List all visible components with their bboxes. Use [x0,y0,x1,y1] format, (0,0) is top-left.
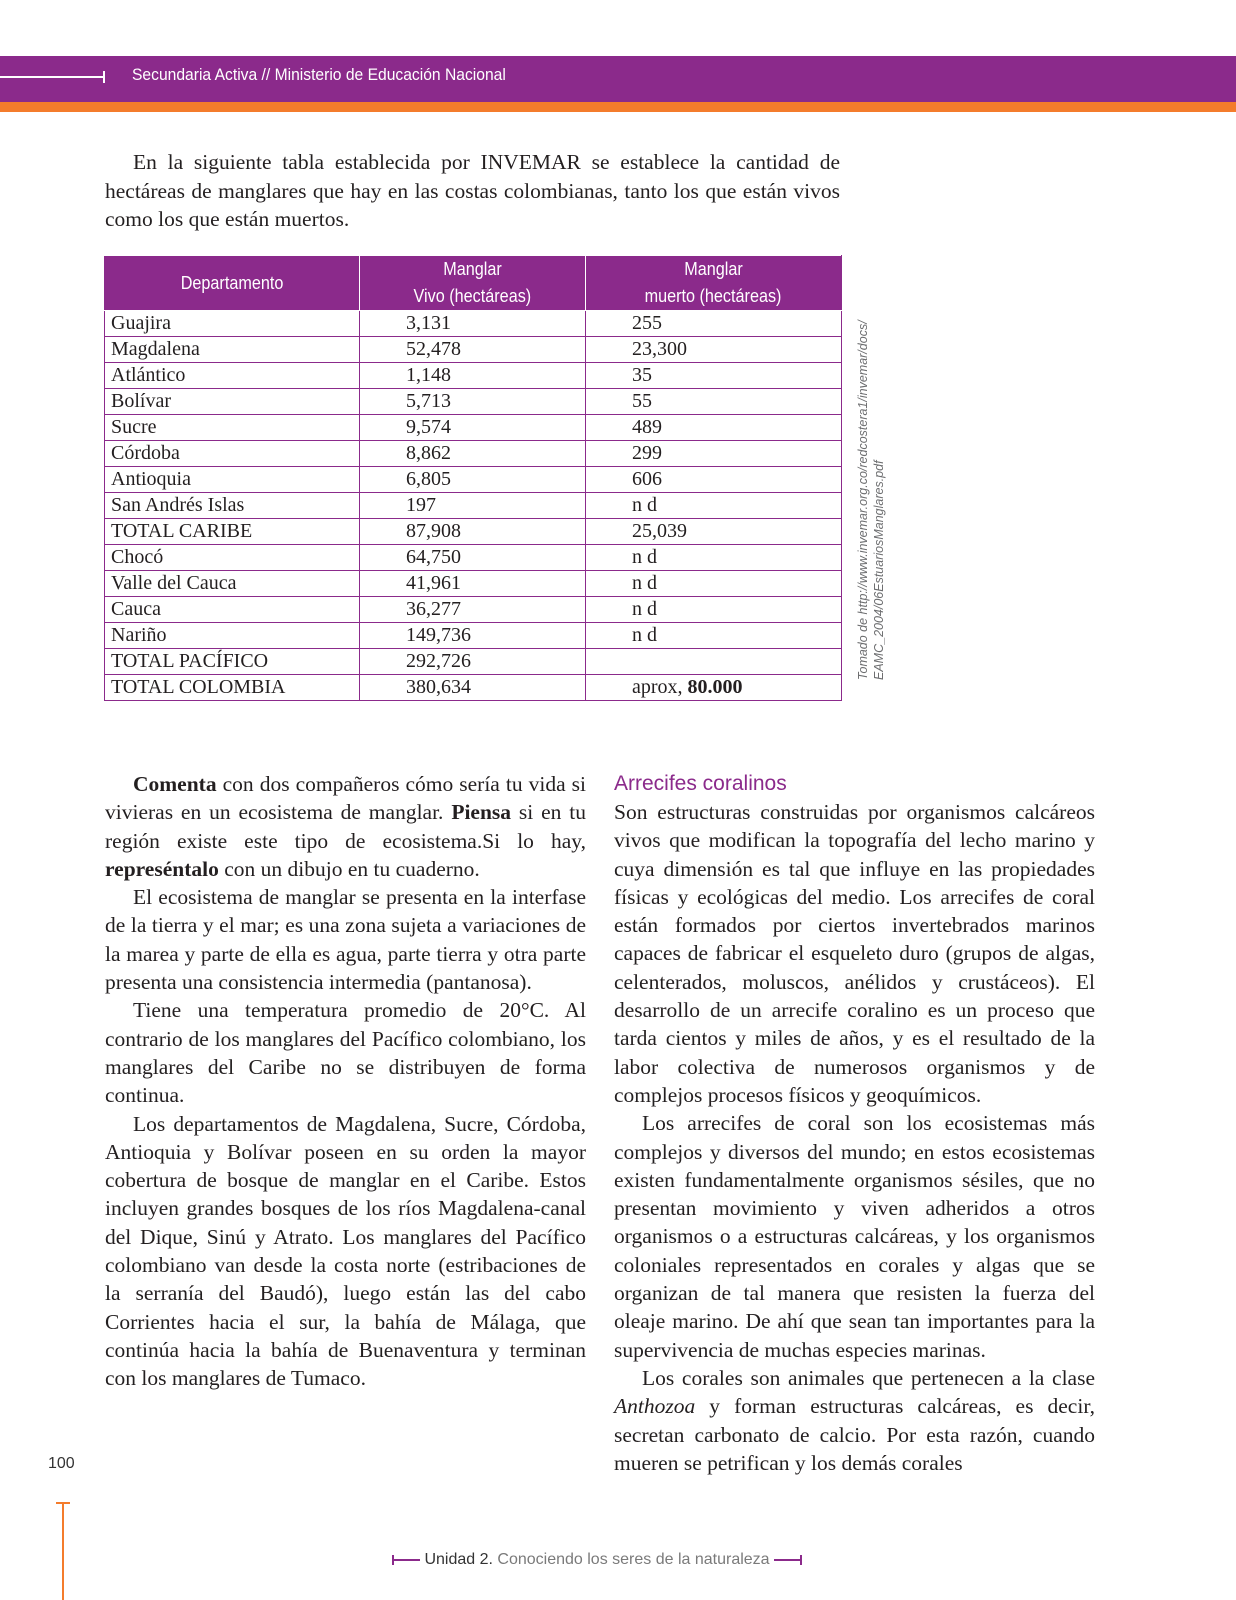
cell-departamento: Cauca [105,597,360,623]
table-row [105,649,842,675]
cell-vivo: 6,805 [360,467,586,493]
cell-vivo: 292,726 [360,649,586,675]
cell-muerto: 25,039 [586,519,842,545]
cell-muerto: 606 [586,467,842,493]
cell-vivo: 36,277 [360,597,586,623]
cell-vivo: 1,148 [360,363,586,389]
body-paragraph: Los departamentos de Magdalena, Sucre, Córdoba, Antioquia y Bolívar poseen en su orden la mayor cobertura de bosque de manglar en el Caribe. Estos incluyen grandes bosques de los ríos Magdalena-canal del Dique, Sinú y Atrato. Los manglares del Pacífico colombiano van desde la costa norte (estribaciones de la serranía del Baudó), luego están las del cabo Corrientes hacia el sur, la bahía de Málaga, que continúa hacia la bahía de Buenaventura y terminan con los manglares de Tumaco. [105,1111,586,1391]
footer-unit: Unidad 2. [424,1551,493,1568]
cell-muerto [586,649,842,675]
cell-muerto: n d [586,545,842,571]
cell-muerto: n d [586,597,842,623]
cell-muerto: 255 [586,311,842,337]
total-value: 80.000 [687,676,743,698]
footer-rule-right [774,1559,800,1561]
left-margin-rule-tick [56,1502,70,1504]
cell-vivo: 380,634 [360,675,586,701]
table-row [105,597,842,623]
cell-departamento: TOTAL COLOMBIA [105,675,360,701]
table-body [105,311,842,701]
footer-rule-left [394,1559,420,1561]
table-row [105,467,842,493]
cell-muerto: n d [586,493,842,519]
table-row [105,337,842,363]
source-note [855,240,887,680]
right-column [614,770,1095,1477]
cell-vivo: 64,750 [360,545,586,571]
cell-departamento: Chocó [105,545,360,571]
cell-vivo: 9,574 [360,415,586,441]
header-rule [0,76,104,78]
left-column [105,770,586,1393]
table-row [105,363,842,389]
cell-muerto: 299 [586,441,842,467]
body-paragraph: El ecosistema de manglar se presenta en la interfase de la tierra y el mar; es una zona sujeta a variaciones de la marea y parte de ella es agua, parte tierra y otra parte presenta una consistencia intermedia (pantanosa). [105,885,586,995]
total-prefix: aprox, [632,676,688,698]
cell-departamento: TOTAL CARIBE [105,519,360,545]
header-departamento: Departamento [105,256,360,311]
cell-vivo: 41,961 [360,571,586,597]
table-row-total [105,675,842,701]
table-row [105,415,842,441]
header-rule-tick [103,71,105,83]
page-number: 100 [48,1455,75,1472]
body-paragraph: Son estructuras construidas por organismos calcáreos vivos que modifican la topografía del lecho marino y cuya dimensión es tal que influye en las propiedades físicas y ecológicas del medio. Los arrecifes de coral están formados por ciertos invertebrados marinos capaces de fabricar el esqueleto duro (grupos de algas, celenterados, moluscos, anélidos y crustáceos). El desarrollo de un arrecife coralino es un proceso que tarda cientos y miles de años, y es el resultado de la labor colectiva de numerosos organismos y de complejos procesos físicos y geoquímicos. [614,800,1095,1107]
mangrove-table-wrapper [104,255,842,701]
cell-vivo: 5,713 [360,389,586,415]
body-paragraph: Los arrecifes de coral son los ecosistemas más complejos y diversos del mundo; en estos ecosistemas existen fundamentalmente organismos sésiles, que no presentan movimiento y viven adheridos a otros organismos o a estructuras calcáreas, y los organismos coloniales representados en corales y algas que se organizan de tal manera que resisten la fuerza del oleaje marino. De ahí que sean tan importantes para la supervivencia de muchas especies marinas. [614,1111,1095,1362]
cell-departamento: San Andrés Islas [105,493,360,519]
body-paragraph: Los corales son animales que pertenecen a la clase Anthozoa y forman estructuras calcáreas, es decir, secretan carbonato de calcio. Por esta razón, cuando mueren se petrifican y los demás corales [614,1365,1095,1475]
table-row [105,389,842,415]
cell-vivo: 87,908 [360,519,586,545]
cell-vivo: 149,736 [360,623,586,649]
cell-muerto: 489 [586,415,842,441]
intro-paragraph: En la siguiente tabla establecida por INVEMAR se establece la cantidad de hectáreas de manglares que hay en las costas colombianas, tanto los que están vivos como los que están muertos. [105,150,840,231]
cell-vivo: 8,862 [360,441,586,467]
cell-muerto [586,675,842,701]
source-note-line-2: EAMC_2004/06EstuariosManglares.pdf [872,460,886,680]
source-note-line-1: Tomado de http://www.invemar.org.co/redcostera1/invemar/docs/ [856,320,870,680]
cell-muerto: 23,300 [586,337,842,363]
cell-muerto: n d [586,623,842,649]
footer-rule-tick [800,1555,802,1565]
table-row [105,493,842,519]
table-row [105,519,842,545]
header-manglar-muerto: Manglar muerto (hectáreas) [586,256,842,311]
cell-departamento: Atlántico [105,363,360,389]
cell-departamento: Nariño [105,623,360,649]
table-header-row [105,256,842,311]
header-title: Secundaria Activa // Ministerio de Educación Nacional [132,65,506,84]
header-accent-stripe [0,102,1236,112]
cell-departamento: Valle del Cauca [105,571,360,597]
cell-departamento: Antioquia [105,467,360,493]
table-row [105,441,842,467]
cell-muerto: 55 [586,389,842,415]
cell-departamento: TOTAL PACÍFICO [105,649,360,675]
cell-vivo: 197 [360,493,586,519]
cell-vivo: 52,478 [360,337,586,363]
header-manglar-vivo: Manglar Vivo (hectáreas) [360,256,586,311]
cell-vivo: 3,131 [360,311,586,337]
cell-departamento: Magdalena [105,337,360,363]
cell-departamento: Bolívar [105,389,360,415]
body-paragraph: Tiene una temperatura promedio de 20°C. Al contrario de los manglares del Pacífico colombiano, los manglares del Caribe no se distribuyen de forma continua. [105,998,586,1108]
cell-muerto: n d [586,571,842,597]
table-row [105,311,842,337]
mangrove-table [104,255,842,701]
footer [392,1551,802,1569]
cell-departamento: Córdoba [105,441,360,467]
activity-paragraph: Comenta con dos compañeros cómo sería tu vida si vivieras en un ecosistema de manglar. Piensa si en tu región existe este tipo de ecosistema.Si lo hay, represéntalo con un dibujo en tu cuaderno. [105,772,587,881]
footer-unit-title: Conociendo los seres de la naturaleza [492,1551,770,1568]
table-row [105,545,842,571]
section-title-arrecifes: Arrecifes coralinos [614,772,787,795]
table-row [105,623,842,649]
table-row [105,571,842,597]
cell-departamento: Sucre [105,415,360,441]
cell-departamento: Guajira [105,311,360,337]
cell-muerto: 35 [586,363,842,389]
left-margin-rule [62,1502,64,1600]
